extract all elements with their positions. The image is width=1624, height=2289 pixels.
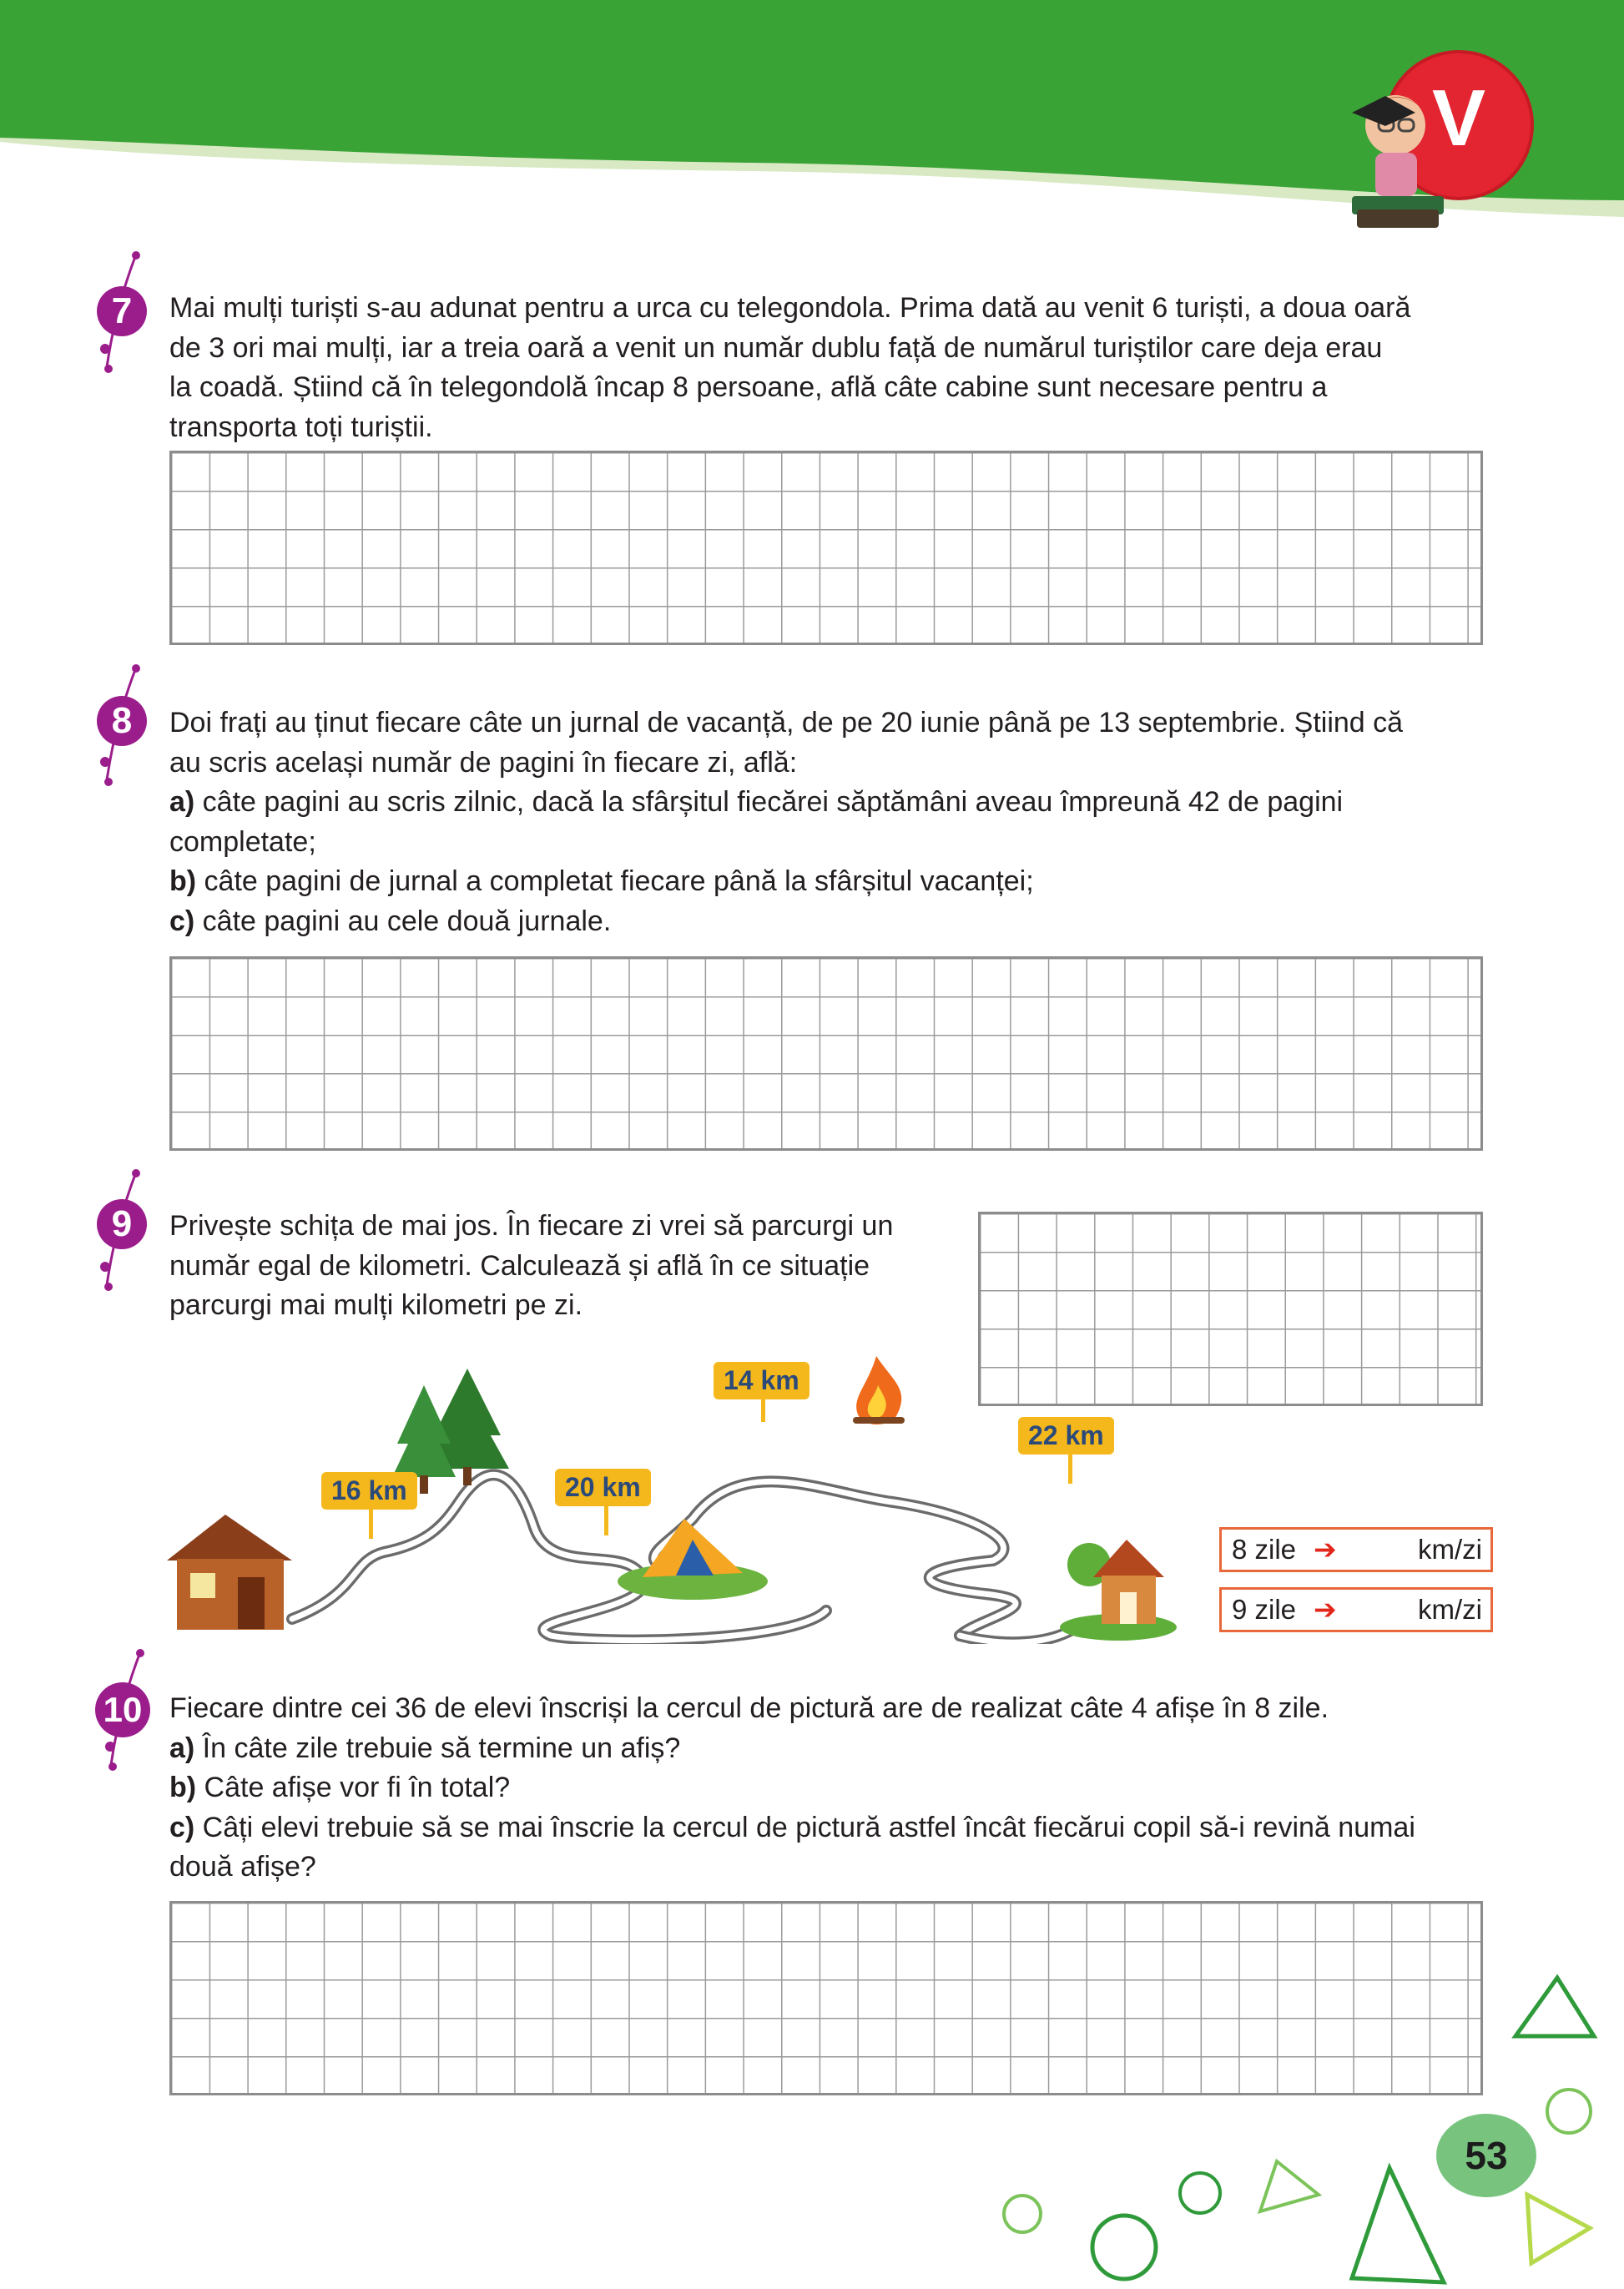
- arrow-right-icon: ➔: [1314, 1534, 1337, 1565]
- triangle-icon: [1527, 2195, 1590, 2263]
- exercise-8-text: [169, 703, 1403, 941]
- exercise-8-item: [169, 823, 1403, 863]
- item-text: Câte afișe vor fi în total?: [196, 1772, 511, 1803]
- exercise-7-text: [169, 289, 1410, 447]
- triangle-icon: [1352, 2168, 1444, 2282]
- item-text: În câte zile trebuie să termine un afiș?: [194, 1732, 681, 1764]
- exercise-7-number: 7: [97, 286, 147, 336]
- exercise-10-item: [169, 1808, 1415, 1848]
- campfire-icon: [853, 1356, 905, 1424]
- item-text: două afișe?: [169, 1851, 316, 1883]
- exercise-10-line: Fiecare dintre cei 36 de elevi înscriși la cercul de pictură are de realizat câte 4 afișe în 8 zile.: [169, 1692, 1329, 1724]
- item-text: completate;: [169, 825, 316, 858]
- item-label: c): [169, 1811, 195, 1843]
- exercise-10-text: [169, 1689, 1415, 1888]
- tag-pole: [1068, 1454, 1072, 1484]
- distance-tag-22: 22 km: [1018, 1417, 1114, 1455]
- circle-icon: [1004, 2196, 1041, 2232]
- triangle-icon: [1516, 1978, 1594, 2036]
- exercise-10-item: [169, 1729, 1415, 1769]
- exercise-8-item: [169, 783, 1403, 823]
- header-badge: [1335, 46, 1536, 238]
- item-label: a): [169, 786, 195, 818]
- exercise-8-answer-grid[interactable]: [169, 956, 1483, 1151]
- exercise-8-item: [169, 902, 1403, 942]
- tag-pole: [369, 1509, 373, 1539]
- item-label: a): [169, 1732, 195, 1764]
- item-label: b): [169, 1772, 197, 1803]
- unit-label: km/zi: [1418, 1534, 1482, 1565]
- decorative-shapes: [960, 1953, 1624, 2289]
- exercise-10-number: 10: [95, 1682, 150, 1737]
- exercise-9-line: număr egal de kilometri. Calculează și află în ce situație: [169, 1249, 870, 1282]
- circle-icon: [1180, 2173, 1220, 2213]
- exercise-10-item: [169, 1848, 1415, 1888]
- triangle-icon: [1260, 2161, 1319, 2211]
- house-icon: [1060, 1540, 1177, 1641]
- tag-pole: [604, 1505, 608, 1535]
- item-label: b): [169, 865, 197, 897]
- item-text: câte pagini au scris zilnic, dacă la sfârșitul fiecărei săptămâni aveau împreună 42 de pagini: [194, 786, 1344, 818]
- exercise-9-line: Privește schița de mai jos. În fiecare zi vrei să parcurgi un: [169, 1210, 894, 1242]
- days-label: 8 zile: [1232, 1534, 1297, 1565]
- days-row-9: [1219, 1587, 1493, 1632]
- page-number: 53: [1436, 2114, 1536, 2197]
- days-row-8: [1219, 1527, 1493, 1572]
- exercise-8-item: [169, 862, 1403, 902]
- unit-label: km/zi: [1418, 1594, 1482, 1625]
- exercise-7-answer-grid[interactable]: [169, 451, 1483, 645]
- exercise-9-text: [169, 1207, 893, 1326]
- tag-pole: [761, 1399, 765, 1422]
- exercise-7-line: la coadă. Știind că în telegondolă încap 8 persoane, află câte cabine sunt necesare pentru a: [169, 371, 1328, 403]
- exercise-10-item: [169, 1768, 1415, 1808]
- distance-tag-16: 16 km: [321, 1472, 417, 1510]
- exercise-9-line: parcurgi mai mulți kilometri pe zi.: [169, 1289, 583, 1321]
- distance-tag-20: 20 km: [555, 1469, 651, 1506]
- exercise-9-number: 9: [97, 1199, 147, 1249]
- distance-tag-14: 14 km: [714, 1362, 809, 1399]
- exercise-7-line: de 3 ori mai mulți, iar a treia oară a venit un număr dublu față de numărul turiștilor care deja erau: [169, 331, 1383, 364]
- item-text: câte pagini de jurnal a completat fiecare până la sfârșitul vacanței;: [196, 865, 1034, 897]
- days-label: 9 zile: [1232, 1594, 1297, 1625]
- exercise-7-line: Mai mulți turiști s-au adunat pentru a urca cu telegondola. Prima dată au venit 6 turiști, a doua oară: [169, 292, 1411, 324]
- exercise-8-line: Doi frați au ținut fiecare câte un jurnal de vacanță, de pe 20 iunie până pe 13 septembrie. Știind că: [169, 707, 1404, 739]
- tent-icon: [618, 1519, 768, 1600]
- item-label: c): [169, 905, 195, 937]
- header-badge-letter: V: [1431, 73, 1486, 163]
- trail-map: [159, 1352, 1210, 1644]
- exercise-8-line: au scris același număr de pagini în fiecare zi, află:: [169, 746, 798, 779]
- item-text: câte pagini au cele două jurnale.: [194, 905, 612, 937]
- exercise-7-line: transporta toți turiștii.: [169, 411, 433, 443]
- item-text: Câți elevi trebuie să se mai înscrie la cercul de pictură astfel încât fiecărui copil să-i revină numai: [194, 1811, 1415, 1843]
- circle-icon: [1547, 2090, 1591, 2133]
- log-cabin-icon: [167, 1515, 292, 1630]
- arrow-right-icon: ➔: [1314, 1594, 1337, 1625]
- exercise-8-number: 8: [97, 696, 147, 746]
- circle-icon: [1092, 2216, 1156, 2279]
